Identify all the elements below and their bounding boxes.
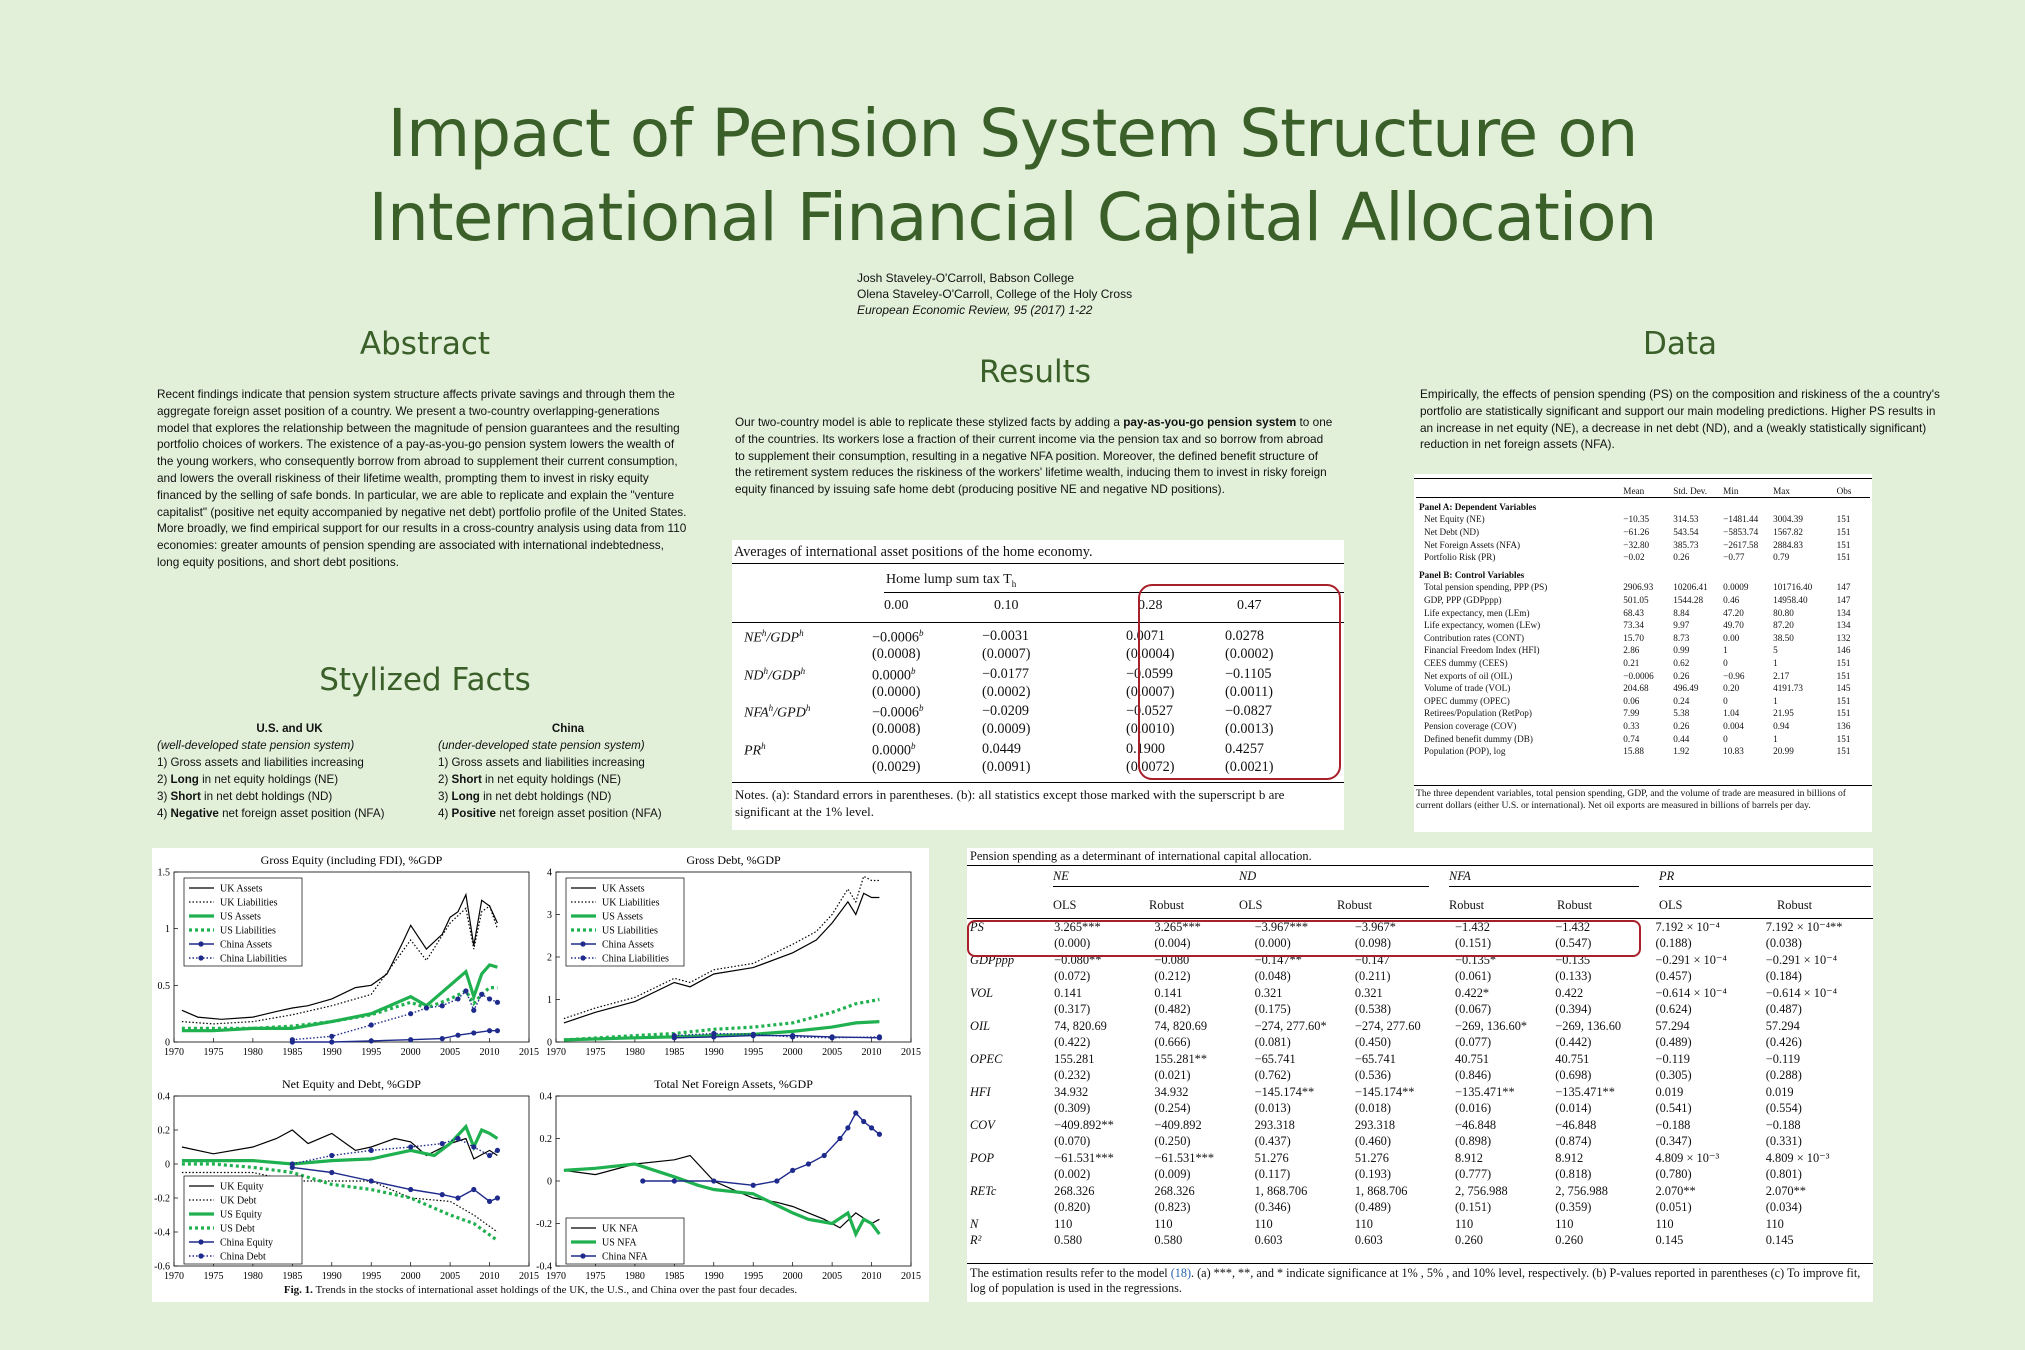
stylized-us-item: 1) Gross assets and liabilities increasing [157, 756, 364, 769]
y-tick-label: 3 [547, 910, 552, 921]
x-tick-label: 2005 [440, 1047, 461, 1058]
stylized-us-title: U.S. and UK [256, 722, 323, 735]
y-tick-label: -0.6 [154, 1261, 170, 1273]
table-asset-value: −0.0031 [982, 628, 1030, 644]
regression-row: (0.422) (0.666) (0.081) (0.450) (0.077) (0.442) (0.489) (0.426) [1054, 1035, 1802, 1050]
legend-marker [198, 1253, 203, 1258]
chart-title: Total Net Foreign Assets, %GDP [654, 1077, 813, 1091]
summary-header-row: Mean Std. Dev. Min Max Obs [1623, 486, 1852, 497]
table-asset-value: 0.1900 [1126, 740, 1166, 757]
y-tick-label: 0.5 [157, 980, 170, 992]
summary-row: Retirees/Population (RetPop) 7.99 5.38 1.04 21.95 151 [1424, 708, 1851, 719]
regression-sub-header: Robust [1149, 898, 1185, 912]
x-tick-label: 2015 [901, 1271, 921, 1282]
x-tick-label: 1975 [585, 1047, 606, 1058]
y-tick-label: 0.4 [157, 1091, 170, 1103]
series-marker [845, 1125, 850, 1130]
summary-row: Life expectancy, men (LEm) 68.43 8.84 47.20 80.80 134 [1424, 607, 1851, 618]
series-marker [853, 1110, 858, 1115]
table-asset-value: −0.1105 [1225, 665, 1272, 682]
figure-caption: Fig. 1. Trends in the stocks of international asset holdings of the UK, the U.S., and China over the past four decades. [283, 1284, 798, 1296]
x-tick-label: 1990 [703, 1047, 724, 1058]
x-tick-label: 1985 [282, 1047, 303, 1058]
x-tick-label: 1995 [361, 1271, 382, 1282]
stylized-china-item: 2) Short in net equity holdings (NE) [438, 773, 622, 786]
stylized-china-title: China [551, 722, 585, 735]
results-text-bold: pay-as-you-go pension system [1123, 415, 1297, 429]
series-marker [790, 1034, 795, 1039]
y-tick-label: 0 [165, 1037, 170, 1049]
table-asset-col-header: 0.47 [1237, 598, 1262, 613]
legend-label: UK Liabilities [220, 897, 278, 909]
table-summary-statistics [1414, 474, 1872, 832]
y-tick-label: 0.4 [539, 1091, 552, 1103]
series-marker [479, 992, 484, 997]
x-tick-label: 2000 [400, 1047, 421, 1058]
table-pension-regression [967, 848, 1873, 1302]
series-marker [711, 1178, 716, 1183]
data-heading: Data [1642, 326, 1718, 362]
table-asset-value: −0.0527 [1126, 703, 1174, 719]
legend-label: UK Assets [220, 883, 263, 895]
x-tick-label: 1990 [703, 1271, 724, 1282]
table-asset-se: (0.0004) [1126, 646, 1175, 662]
regression-row: (0.002) (0.009) (0.117) (0.193) (0.777) (0.818) (0.780) (0.801) [1054, 1167, 1802, 1182]
series-marker [440, 1003, 445, 1008]
x-tick-label: 2000 [782, 1271, 803, 1282]
series-marker [455, 996, 460, 1001]
stylized-china-item: 1) Gross assets and liabilities increasing [438, 756, 645, 769]
regression-sub-header: Robust [1337, 898, 1373, 912]
y-tick-label: 0 [165, 1159, 170, 1171]
table-asset-row-label: $PR^h$ [744, 740, 766, 759]
x-tick-label: 2005 [440, 1271, 461, 1282]
series-marker [463, 988, 468, 993]
regression-row: POP −61.531*** −61.531*** 51.276 51.276 8.912 8.912 4.809 × 10⁻³ 4.809 × 10⁻³ [970, 1150, 1830, 1166]
legend-label: US Assets [602, 911, 643, 923]
regression-row: HFI 34.932 34.932 −145.174** −145.174** −135.471** −135.471** 0.019 0.019 [970, 1084, 1794, 1099]
series-marker [495, 1195, 500, 1200]
series-marker [471, 1008, 476, 1013]
x-tick-label: 1980 [242, 1047, 263, 1058]
summary-row: Volume of trade (VOL) 204.68 496.49 0.20 4191.73 145 [1424, 683, 1851, 694]
stylized-china-item: 4) Positive net foreign asset position (NFA) [438, 807, 662, 820]
highlight-box-results [1138, 584, 1341, 780]
regression-row: (0.232) (0.021) (0.762) (0.536) (0.846) (0.698) (0.305) (0.288) [1054, 1068, 1802, 1083]
abstract-text: Recent findings indicate that pension system structure affects private savings and through them the aggregate foreign asset position of a country. We present a two-country overlapping-generations model that explores the relationship between the magnitude of pension guarantees and the resulting portfolio choices of workers. The existence of a pay-as-you-go pension system lowers the wealth of the young workers, who consequently borrow from abroad to supplement their current consumption, and lowers the overall riskiness of their lifetime wealth, prompting them to invest in risky equity financed by the selling of safe bonds. In particular, we are able to replicate and explain the "venture capitalist" (positive net equity accompanied by negative net debt) portfolio profile of the United States. More broadly, we find empirical support for our results in a cross-country analysis using data from 110 economies: greater amounts of pension spending are associated with international indebtedness, long equity positions, and short debt positions. [157, 387, 687, 569]
table-asset-col-header: 0.10 [994, 598, 1019, 613]
table-asset-se: (0.0008) [872, 646, 921, 662]
series-marker [877, 1132, 882, 1137]
series-marker [440, 1141, 445, 1146]
y-tick-label: -0.2 [536, 1219, 552, 1230]
x-tick-label: 2010 [479, 1047, 500, 1058]
table-asset-se: (0.0007) [1126, 683, 1175, 700]
poster-title [0, 92, 2025, 260]
stylized-us-item: 3) Short in net debt holdings (ND) [157, 790, 333, 803]
x-tick-label: 2000 [400, 1271, 421, 1282]
x-tick-label: 2010 [861, 1047, 882, 1058]
summary-statistics-note: The three dependent variables, total pension spending, GDP, and the volume of trade are measured in billions of current dollars (either U.S. or international). Net oil exports are measured in billions of barrels per day. [1416, 788, 1846, 811]
legend-label: China Liabilities [602, 953, 669, 965]
table-asset-se: (0.0021) [1225, 758, 1274, 775]
regression-sub-header: Robust [1777, 898, 1813, 912]
x-tick-label: 1970 [164, 1047, 184, 1058]
table-asset-value: −0.0827 [1225, 703, 1273, 719]
series-marker [455, 1136, 460, 1141]
legend-marker [580, 955, 585, 960]
x-tick-label: 2015 [901, 1047, 921, 1058]
series-line [643, 1113, 880, 1185]
x-tick-label: 1995 [361, 1047, 382, 1058]
series-marker [806, 1161, 811, 1166]
table-asset-col-header: 0.00 [884, 598, 909, 613]
journal-citation: European Economic Review, 95 (2017) 1-22 [857, 303, 1093, 317]
legend-label: US NFA [602, 1237, 637, 1249]
series-marker [408, 1187, 413, 1192]
series-marker [440, 1192, 445, 1197]
summary-row: Life expectancy, women (LEw) 73.34 9.97 49.70 87.20 134 [1424, 620, 1851, 631]
legend-marker [198, 1239, 203, 1244]
series-marker [711, 1031, 716, 1036]
figure-trends [152, 848, 929, 1302]
series-line [182, 988, 498, 1029]
regression-sub-header: OLS [1053, 898, 1077, 912]
series-marker [369, 1022, 374, 1027]
authors-block [857, 270, 1132, 318]
author-2: Olena Staveley-O'Carroll, College of the Holy Cross [857, 287, 1133, 301]
regression-row: OIL 74, 820.69 74, 820.69 −274, 277.60* −274, 277.60 −269, 136.60* −269, 136.60 57.294 57.294 [970, 1018, 1800, 1033]
table-asset-se: (0.0002) [982, 683, 1031, 700]
series-marker [455, 1033, 460, 1038]
series-marker [329, 1153, 334, 1158]
table-asset-value: −0.0599 [1126, 665, 1174, 682]
table-asset-row-label: $ND^h/GDP^h$ [744, 665, 806, 684]
table-asset-value: 0.0278 [1225, 628, 1265, 644]
legend-marker [198, 955, 203, 960]
table-asset-se: (0.0009) [982, 721, 1031, 737]
x-tick-label: 2000 [782, 1047, 803, 1058]
table-asset-se: (0.0011) [1225, 683, 1273, 700]
table-asset-value: 0.0000$^b$ [872, 665, 916, 684]
legend-label: UK Debt [220, 1195, 257, 1207]
series-marker [408, 1037, 413, 1042]
table-asset-se: (0.0010) [1126, 721, 1175, 737]
table-asset-col-header: 0.28 [1138, 598, 1163, 613]
y-tick-label: 0 [547, 1176, 552, 1188]
title-line-2: International Financial Capital Allocation [368, 179, 1657, 256]
regression-row: PS 3.265*** 3.265*** −3.967*** −3.967* −1.432 −1.432 7.192 × 10⁻⁴ 7.192 × 10⁻⁴** [970, 919, 1843, 935]
regression-sub-header: Robust [1449, 898, 1485, 912]
series-marker [408, 1144, 413, 1149]
x-tick-label: 1970 [546, 1047, 566, 1058]
legend-label: China NFA [602, 1251, 648, 1263]
legend-label: US Liabilities [220, 925, 276, 937]
x-tick-label: 1980 [624, 1271, 645, 1282]
x-tick-label: 1975 [203, 1047, 224, 1058]
regression-row: RETc 268.326 268.326 1, 868.706 1, 868.706 2, 756.988 2, 756.988 2.070** 2.070** [970, 1183, 1806, 1198]
series-marker [329, 1170, 334, 1175]
y-tick-label: 0 [547, 1037, 552, 1049]
x-tick-label: 2005 [822, 1047, 843, 1058]
summary-row: Net Equity (NE) −10.35 314.53 −1481.44 3004.39 151 [1424, 514, 1851, 525]
series-marker [440, 1036, 445, 1041]
series-line [292, 1031, 497, 1042]
table-asset-se: (0.0013) [1225, 721, 1274, 737]
table-asset-se: (0.0029) [872, 758, 921, 775]
x-tick-label: 1970 [164, 1271, 184, 1282]
summary-row: Defined benefit dummy (DB) 0.74 0.44 0 1 151 [1424, 733, 1851, 744]
table-asset-value: 0.0000$^b$ [872, 740, 916, 759]
table-asset-value: −0.0209 [982, 703, 1030, 719]
y-tick-label: -0.2 [154, 1193, 170, 1205]
table-asset-value: 0.0449 [982, 740, 1022, 757]
series-marker [487, 1199, 492, 1204]
stylized-china-item: 3) Long in net debt holdings (ND) [438, 790, 612, 803]
series-marker [751, 1032, 756, 1037]
series-marker [861, 1119, 866, 1124]
abstract-heading: Abstract [359, 326, 491, 362]
x-tick-label: 2005 [822, 1271, 843, 1282]
legend-label: UK Equity [220, 1181, 264, 1193]
regression-row: (0.309) (0.254) (0.013) (0.018) (0.016) (0.014) (0.541) (0.554) [1054, 1101, 1802, 1116]
x-tick-label: 1970 [546, 1271, 566, 1282]
table-asset-positions-caption: Averages of international asset positions of the home economy. [734, 544, 1093, 560]
summary-row: GDP, PPP (GDPppp) 501.05 1544.28 0.46 14958.40 147 [1424, 595, 1851, 606]
y-tick-label: 1.5 [157, 867, 170, 879]
legend-label: UK Liabilities [602, 897, 660, 909]
summary-row: Portfolio Risk (PR) −0.02 0.26 −0.77 0.79 151 [1424, 552, 1851, 563]
summary-row: Population (POP), log 15.88 1.92 10.83 20.99 151 [1424, 746, 1851, 757]
regression-group-header: ND [1239, 869, 1257, 883]
series-marker [290, 1037, 295, 1042]
legend-marker [580, 1253, 585, 1258]
table-asset-value: −0.0006$^b$ [872, 703, 924, 721]
y-tick-label: 4 [547, 867, 552, 879]
figure-trends-svg [152, 848, 929, 1302]
table-asset-se: (0.0002) [1225, 646, 1274, 662]
regression-note: The estimation results refer to the model (18). (a) ***, **, and * indicate significance at 1% , 5% , and 10% level, respectively. (b) P-values reported in parentheses (c) To improve fit, log of population is used in the regressions. [970, 1266, 1861, 1295]
series-marker [369, 1038, 374, 1043]
chart-panel [546, 853, 921, 1058]
series-marker [408, 1011, 413, 1016]
highlight-box-ps [967, 920, 1641, 957]
table-asset-value: −0.0177 [982, 665, 1030, 682]
y-tick-label: 1 [165, 924, 170, 936]
results-heading: Results [979, 354, 1091, 390]
chart-title: Gross Equity (including FDI), %GDP [260, 853, 443, 867]
table-asset-se: (0.0000) [872, 683, 921, 700]
regression-row: VOL 0.141 0.141 0.321 0.321 0.422* 0.422 −0.614 × 10⁻⁴ −0.614 × 10⁻⁴ [970, 985, 1838, 1001]
summary-row: Pension coverage (COV) 0.33 0.26 0.004 0.94 136 [1424, 720, 1851, 731]
series-marker [471, 1030, 476, 1035]
x-tick-label: 1980 [242, 1271, 263, 1282]
regression-row: R² 0.580 0.580 0.603 0.603 0.260 0.260 0.145 0.145 [970, 1233, 1794, 1248]
summary-row: Net Foreign Assets (NFA) −32.80 385.73 −2617.58 2884.83 151 [1424, 539, 1851, 550]
summary-row: Net Debt (ND) −61.26 543.54 −5853.74 1567.82 151 [1424, 527, 1851, 538]
x-tick-label: 1980 [624, 1047, 645, 1058]
series-marker [869, 1125, 874, 1130]
x-tick-label: 1990 [321, 1047, 342, 1058]
summary-panel-b: Panel B: Control Variables [1419, 569, 1525, 580]
summary-panel-a: Panel A: Dependent Variables [1419, 501, 1537, 512]
stylized-us-subtitle: (well-developed state pension system) [157, 739, 355, 752]
series-marker [830, 1035, 835, 1040]
stylized-china-subtitle: (under-developed state pension system) [438, 739, 645, 752]
series-marker [290, 1161, 295, 1166]
x-tick-label: 1990 [321, 1271, 342, 1282]
series-line [292, 991, 497, 1040]
summary-row: Total pension spending, PPP (PS) 2906.93 10206.41 0.0009 101716.40 147 [1424, 582, 1851, 593]
series-marker [774, 1178, 779, 1183]
summary-row: Contribution rates (CONT) 15.70 8.73 0.00 38.50 132 [1424, 632, 1851, 643]
x-tick-label: 1995 [743, 1047, 764, 1058]
legend-label: China Liabilities [220, 953, 287, 965]
chart-title: Gross Debt, %GDP [686, 853, 781, 867]
x-tick-label: 2010 [479, 1271, 500, 1282]
legend-label: UK Assets [602, 883, 645, 895]
series-marker [495, 1148, 500, 1153]
summary-row: Financial Freedom Index (HFI) 2.86 0.99 1 5 146 [1424, 645, 1851, 656]
y-tick-label: 2 [547, 952, 552, 964]
table-asset-row-label: $NE^h/GDP^h$ [744, 628, 804, 646]
chart-title: Net Equity and Debt, %GDP [282, 1077, 421, 1091]
legend-label: China Debt [220, 1251, 266, 1263]
series-marker [471, 1144, 476, 1149]
regression-group-header: NFA [1449, 869, 1471, 883]
x-tick-label: 1985 [282, 1271, 303, 1282]
series-marker [877, 1034, 882, 1039]
regression-group-header: NE [1053, 869, 1069, 883]
y-tick-label: 0.2 [157, 1125, 170, 1137]
author-1: Josh Staveley-O'Carroll, Babson College [857, 271, 1075, 285]
series-marker [471, 1187, 476, 1192]
regression-sub-header: OLS [1239, 898, 1263, 912]
results-text: Our two-country model is able to replicate these stylized facts by adding a pay-as-you-go pension system to one of the countries. Its workers lose a fraction of their current income via the pension tax and so borrow from abroad to supplement their consumption, resulting in a negative NFA position. Moreover, the defined benefit structure of the retirement system reduces the riskiness of the workers' lifetime wealth, inducing them to invest in risky foreign equity financed by issuing safe home debt (producing positive NE and negative ND positions). [735, 415, 1333, 497]
regression-row: OPEC 155.281 155.281** −65.741 −65.741 40.751 40.751 −0.119 −0.119 [970, 1051, 1801, 1066]
table-asset-se: (0.0091) [982, 758, 1031, 775]
table-asset-positions-notes: Notes. (a): Standard errors in parentheses. (b): all statistics except those marked with the superscript b are significant at the 1% level. [735, 787, 1285, 819]
series-marker [751, 1183, 756, 1188]
x-tick-label: 1985 [664, 1271, 685, 1282]
regression-sub-header: Robust [1557, 898, 1593, 912]
table-asset-positions [732, 540, 1344, 830]
legend-label: China Assets [220, 939, 272, 951]
series-marker [672, 1178, 677, 1183]
series-line [292, 1167, 497, 1201]
y-tick-label: 0.2 [539, 1134, 552, 1145]
stylized-us-item: 2) Long in net equity holdings (NE) [157, 773, 339, 786]
series-marker [495, 1028, 500, 1033]
series-marker [369, 1178, 374, 1183]
stylized-us-item: 4) Negative net foreign asset position (NFA) [157, 807, 385, 820]
table-pension-regression-caption: Pension spending as a determinant of international capital allocation. [970, 849, 1312, 863]
summary-row: CEES dummy (CEES) 0.21 0.62 0 1 151 [1424, 658, 1851, 669]
data-text: Empirically, the effects of pension spending (PS) on the composition and riskiness of the a country's portfolio are statistically significant and support our main modeling predictions. Higher PS results in an increase in net equity (NE), a decrease in net debt (ND), and a (weakly statistically significant) reduction in net foreign assets (NFA). [1420, 387, 1940, 452]
y-tick-label: -0.4 [154, 1227, 170, 1239]
stylized-facts-heading: Stylized Facts [319, 662, 531, 698]
regression-row: (0.000) (0.004) (0.000) (0.098) (0.151) (0.547) (0.188) (0.038) [1054, 936, 1802, 951]
table-asset-value: 0.0071 [1126, 628, 1166, 644]
series-marker [790, 1168, 795, 1173]
x-tick-label: 2010 [861, 1271, 882, 1282]
x-tick-label: 1985 [664, 1047, 685, 1058]
regression-sub-header: OLS [1659, 898, 1683, 912]
summary-row: Net exports of oil (OIL) −0.0006 0.26 −0.96 2.17 151 [1424, 670, 1851, 681]
summary-statistics-grid [1416, 485, 1870, 757]
chart-panel [158, 853, 540, 1058]
regression-group-header: PR [1659, 869, 1675, 883]
x-tick-label: 1975 [585, 1271, 606, 1282]
series-marker [640, 1178, 645, 1183]
series-marker [487, 996, 492, 1001]
y-tick-label: 1 [547, 995, 552, 1006]
x-tick-label: 1995 [743, 1271, 764, 1282]
series-marker [495, 1000, 500, 1005]
x-tick-label: 1975 [203, 1271, 224, 1282]
regression-row: (0.317) (0.482) (0.175) (0.538) (0.067) (0.394) (0.624) (0.487) [1054, 1002, 1802, 1017]
title-line-1: Impact of Pension System Structure on [387, 95, 1638, 172]
regression-row: (0.070) (0.250) (0.437) (0.460) (0.898) (0.874) (0.347) (0.331) [1054, 1134, 1802, 1149]
series-marker [455, 1195, 460, 1200]
regression-row: (0.072) (0.212) (0.048) (0.211) (0.061) (0.133) (0.457) (0.184) [1054, 969, 1802, 984]
series-marker [822, 1153, 827, 1158]
legend-label: US Liabilities [602, 925, 658, 937]
series-marker [672, 1033, 677, 1038]
x-tick-label: 2015 [519, 1271, 539, 1282]
chart-panel [154, 1077, 539, 1282]
regression-grid [967, 919, 1873, 1249]
regression-row: (0.820) (0.823) (0.346) (0.489) (0.151) (0.359) (0.051) (0.034) [1054, 1200, 1802, 1215]
series-marker [837, 1136, 842, 1141]
legend-label: US Equity [220, 1209, 262, 1221]
y-tick-label: -0.4 [536, 1261, 552, 1273]
series-marker [424, 1005, 429, 1010]
table-asset-se: (0.0072) [1126, 758, 1175, 775]
series-marker [369, 1148, 374, 1153]
legend-label: China Assets [602, 939, 654, 951]
legend-label: China Equity [220, 1237, 274, 1249]
chart-panel [536, 1077, 921, 1282]
legend-label: UK NFA [602, 1223, 639, 1235]
stylized-us-uk [157, 720, 422, 822]
table-asset-se: (0.0007) [982, 646, 1031, 662]
table-asset-value: 0.4257 [1225, 740, 1265, 757]
series-marker [329, 1034, 334, 1039]
table-asset-value: −0.0006$^b$ [872, 628, 924, 646]
legend-label: US Debt [220, 1223, 255, 1235]
series-line [182, 1127, 498, 1164]
stylized-china [438, 720, 698, 822]
summary-row: OPEC dummy (OPEC) 0.06 0.24 0 1 151 [1424, 695, 1851, 706]
regression-row: COV −409.892** −409.892 293.318 293.318 −46.848 −46.848 −0.188 −0.188 [970, 1117, 1801, 1132]
table-asset-positions-header: Home lump sum tax $T_h$ [886, 572, 1017, 589]
legend-marker [580, 941, 585, 946]
series-marker [487, 1028, 492, 1033]
series-marker [487, 1153, 492, 1158]
regression-row: N 110 110 110 110 110 110 110 110 [970, 1216, 1784, 1231]
legend-label: US Assets [220, 911, 261, 923]
series-marker [329, 1039, 334, 1044]
table-asset-row-label: NFA$^h$/GPD$^h$ [744, 703, 811, 721]
x-tick-label: 2015 [519, 1047, 539, 1058]
table-asset-se: (0.0008) [872, 721, 921, 737]
regression-row: GDPppp −0.080** −0.080 −0.147** −0.147 −0.135* −0.135 −0.291 × 10⁻⁴ −0.291 × 10⁻⁴ [970, 952, 1838, 968]
legend-marker [198, 941, 203, 946]
